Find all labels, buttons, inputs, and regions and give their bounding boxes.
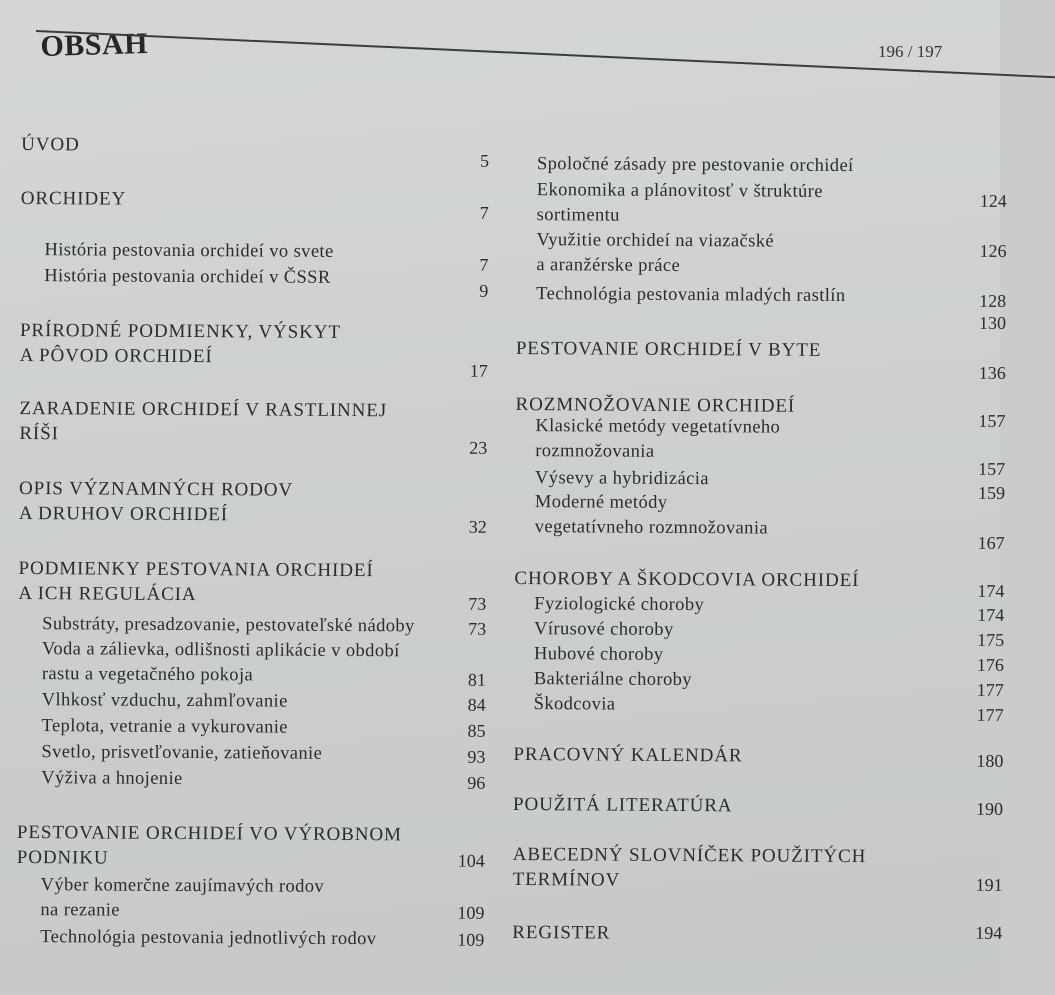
toc-right-column (512, 0, 1007, 995)
toc-entry-title: RÍŠI (19, 422, 59, 445)
toc-page-number: 174 (977, 604, 1005, 625)
toc-page-number: 157 (978, 458, 1006, 479)
toc-subsection (16, 925, 496, 953)
toc-entry-title: Vlhkosť vzduchu, zahmľovanie (41, 690, 288, 712)
toc-entry-title: Vírusové choroby (534, 619, 674, 640)
toc-entry-title: ZARADENIE ORCHIDEÍ V RASTLINNEJ (19, 397, 388, 422)
toc-entry-title: PESTOVANIE ORCHIDEÍ VO VÝROBNOM (16, 821, 402, 846)
toc-page-number: 194 (975, 922, 1003, 943)
toc-entry-title: TERMÍNOV (512, 868, 621, 891)
toc-page-number: 175 (977, 629, 1005, 650)
toc-entry-title: História pestovania orchideí v ČSSR (44, 266, 331, 288)
toc-entry-title: OPIS VÝZNAMNÝCH RODOV (18, 477, 294, 501)
toc-subsection (17, 714, 497, 742)
toc-entry-title: PRACOVNÝ KALENDÁR (513, 743, 743, 767)
toc-section (514, 566, 1005, 601)
toc-entry-title: A PÔVOD ORCHIDEÍ (19, 344, 213, 368)
toc-subsection (18, 688, 498, 716)
toc-page-number: 81 (467, 669, 486, 690)
toc-entry-title: A DRUHOV ORCHIDEÍ (18, 502, 229, 526)
toc-page-number: 73 (468, 593, 487, 614)
toc-subsection (17, 740, 497, 768)
toc-section (513, 792, 1004, 820)
toc-subsection (18, 612, 498, 640)
toc-entry-title: Hubové choroby (533, 644, 664, 665)
toc-section (19, 318, 500, 381)
toc-entry-title: rastu a vegetačného pokoja (41, 664, 254, 686)
toc-section (21, 132, 501, 171)
toc-section (512, 842, 1003, 895)
toc-subsection (514, 617, 1005, 650)
toc-subsection (20, 264, 500, 301)
toc-section (18, 556, 498, 614)
toc-entry-title: PODNIKU (16, 846, 109, 869)
toc-page-number: 109 (457, 929, 485, 950)
toc-entry-title: PRÍRODNÉ PODMIENKY, VÝSKYT (19, 319, 341, 343)
toc-page-number: 180 (976, 750, 1004, 771)
toc-page-number: 96 (467, 772, 486, 793)
toc-page-number: 124 (979, 190, 1007, 211)
page-numbers: 196 / 197 (878, 42, 943, 61)
toc-entry-title: rozmnožovania (535, 441, 655, 462)
toc-page-number: 126 (979, 240, 1007, 261)
toc-page-number: 109 (457, 902, 485, 923)
toc-page-number: 93 (467, 746, 486, 767)
toc-section (20, 186, 501, 223)
toc-subsection (20, 238, 500, 275)
toc-entry-title: História pestovania orchideí vo svete (44, 240, 334, 262)
toc-entry-title: POUŽITÁ LITERATÚRA (513, 793, 733, 817)
toc-page-number: 136 (978, 362, 1006, 383)
toc-entry-title: Substráty, presadzovanie, pestovateľské nádoby (42, 614, 415, 637)
toc-page-number: 85 (467, 720, 486, 741)
toc-entry-title: sortimentu (536, 205, 620, 226)
toc-entry-title: Škodcovia (533, 694, 616, 715)
toc-subsection (17, 766, 497, 794)
toc-entry-title: Spoločné zásady pre pestovanie orchideí (536, 154, 854, 177)
toc-section (515, 336, 1006, 383)
toc-page-number: 84 (467, 694, 486, 715)
toc-entry-title: Výživa a hnojenie (41, 768, 183, 789)
toc-entry-title: ÚVOD (21, 133, 80, 156)
toc-page-number: 5 (479, 150, 490, 171)
toc-subsection (514, 642, 1005, 675)
toc-entry-title: ORCHIDEY (20, 187, 127, 210)
toc-entry-title: ROZMNOŽOVANIE ORCHIDEÍ (515, 393, 796, 417)
toc-page-number: 174 (977, 580, 1005, 601)
toc-page-number: 177 (976, 679, 1004, 700)
toc-entry-title: Technológia pestovania jednotlivých rodov (40, 927, 377, 950)
toc-entry-title: CHOROBY A ŠKODCOVIA ORCHIDEÍ (514, 567, 860, 592)
toc-page-number: 177 (976, 704, 1004, 725)
toc-subsection (514, 667, 1004, 700)
toc-entry-title: a aranžérske práce (536, 255, 681, 276)
toc-page-number: 190 (976, 798, 1004, 819)
toc-page-number: 73 (468, 618, 487, 639)
toc-page-number: 32 (468, 516, 487, 537)
toc-entry-title: Fyziologické choroby (534, 594, 705, 616)
toc-subsection (514, 692, 1004, 725)
toc-page-number: 191 (975, 874, 1003, 895)
toc-section (17, 820, 497, 873)
toc-page-number: 128 (979, 290, 1007, 311)
toc-section (513, 742, 1004, 771)
toc-page-number: 167 (977, 532, 1005, 553)
page-title: OBSAH (40, 26, 149, 63)
toc-entry-title: ABECEDNÝ SLOVNÍČEK POUŽITÝCH (512, 843, 867, 868)
toc-entry-title: Ekonomika a plánovitosť v štruktúre (536, 180, 823, 202)
toc-entry-title: REGISTER (512, 921, 611, 944)
toc-entry-title: Voda a zálievka, odlišnosti aplikácie v období (41, 639, 400, 662)
toc-entry-title: Klasické metódy vegetatívneho (535, 416, 781, 438)
toc-entry-title: Využitie orchideí na viazačské (536, 230, 775, 252)
toc-page-number: 157 (978, 410, 1006, 431)
toc-section (512, 920, 1003, 948)
toc-subsection (16, 873, 496, 926)
toc-left-column (16, 0, 502, 995)
toc-page-number: 7 (479, 202, 489, 223)
toc-section (18, 476, 499, 537)
toc-entry-title: Teplota, vetranie a vykurovanie (41, 716, 288, 738)
toc-section (19, 396, 499, 458)
toc-entry-title: Výber komerčne zaujímavých rodov (40, 875, 325, 897)
toc-entry-title: Svetlo, prisvetľovanie, zatieňovanie (41, 742, 323, 764)
toc-entry-title: na rezanie (40, 900, 120, 921)
toc-entry-title: PESTOVANIE ORCHIDEÍ V BYTE (515, 337, 822, 361)
toc-subsection (516, 282, 1007, 333)
toc-page-number: 176 (976, 654, 1005, 675)
toc-page-number: 159 (977, 482, 1006, 503)
toc-entry-title: Technológia pestovania mladých rastlín (536, 284, 846, 307)
toc-page-number: 7 (479, 254, 489, 275)
toc-subsection (18, 637, 498, 690)
toc-entry-title: Bakteriálne choroby (533, 669, 693, 691)
toc-page-number: 104 (457, 850, 485, 871)
toc-subsection (514, 592, 1005, 625)
toc-entry-title: Moderné metódy (534, 492, 668, 513)
toc-page-number: 9 (479, 280, 489, 301)
toc-page-number: 130 (978, 312, 1007, 333)
toc-entry-title: Výsevy a hybridizácia (535, 468, 709, 490)
toc-page-number: 17 (469, 360, 488, 381)
toc-entry-title: PODMIENKY PESTOVANIA ORCHIDEÍ (18, 557, 374, 582)
toc-page-number: 23 (469, 437, 488, 458)
toc-entry-title: vegetatívneho rozmnožovania (534, 517, 769, 539)
toc-entry-title: A ICH REGULÁCIA (18, 582, 197, 606)
